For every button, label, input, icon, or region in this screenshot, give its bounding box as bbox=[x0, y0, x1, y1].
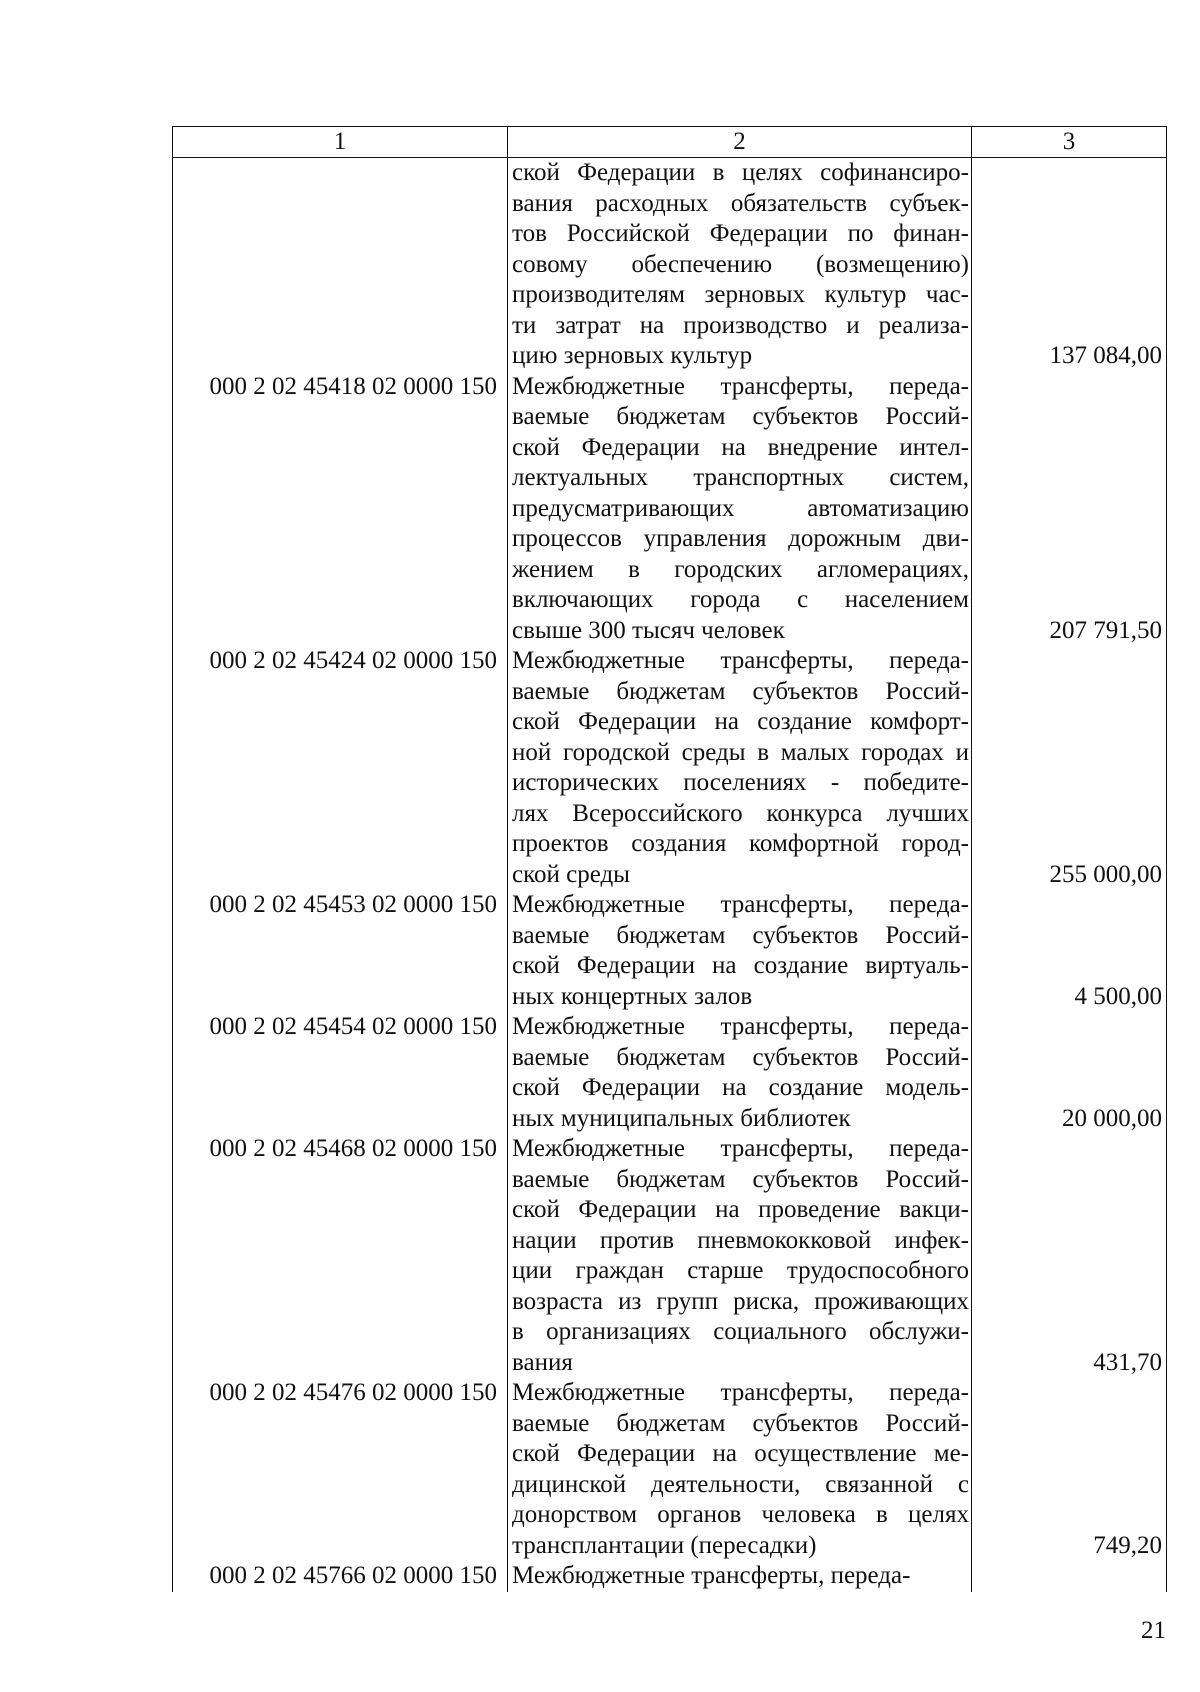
description-line: ской Федерации на создание модель- bbox=[512, 1074, 969, 1101]
description-line: вания расходных обязательств субъек- bbox=[512, 189, 969, 217]
description-line: ной городской среды в малых городах и bbox=[512, 738, 969, 766]
transfer-description bbox=[508, 890, 972, 1012]
description-line: производителям зерновых культур час- bbox=[512, 281, 969, 308]
description-line: предусматривающих автоматизацию bbox=[512, 494, 969, 522]
description-line: в организациях социального обслужи- bbox=[512, 1318, 969, 1345]
description-line: ных концертных залов bbox=[512, 982, 753, 1010]
description-line: нации против пневмококковой инфек- bbox=[512, 1226, 969, 1254]
description-line: ваемые бюджетам субъектов Россий- bbox=[512, 677, 969, 705]
transfer-description bbox=[508, 1561, 972, 1592]
description-line: Межбюджетные трансферты, переда- bbox=[512, 647, 969, 674]
table-row bbox=[173, 1012, 1167, 1134]
table-row bbox=[173, 1378, 1167, 1561]
transfer-description bbox=[508, 372, 972, 647]
description-line: дицинской деятельности, связанной с bbox=[512, 1470, 969, 1498]
description-line: тов Российской Федерации по финан- bbox=[512, 220, 969, 247]
description-line: ти затрат на производство и реализа- bbox=[512, 311, 969, 339]
description-line: процессов управления дорожным дви- bbox=[512, 525, 969, 552]
description-line: Межбюджетные трансферты, переда- bbox=[512, 891, 969, 918]
description-line: ваемые бюджетам субъектов Россий- bbox=[512, 1409, 969, 1437]
description-line: Межбюджетные трансферты, переда- bbox=[512, 1562, 911, 1589]
table-row bbox=[173, 1561, 1167, 1592]
description-line: ской Федерации на внедрение интел- bbox=[512, 433, 969, 461]
transfer-description bbox=[508, 1012, 972, 1134]
table-row bbox=[173, 158, 1167, 372]
budget-classification-code: 000 2 02 45424 02 0000 150 bbox=[173, 646, 508, 890]
transfer-description bbox=[508, 1378, 972, 1561]
description-line: ных муниципальных библиотек bbox=[512, 1104, 851, 1132]
column-header-amount: 3 bbox=[972, 127, 1167, 158]
transfer-description bbox=[508, 1134, 972, 1378]
description-line: свыше 300 тысяч человек bbox=[512, 616, 785, 644]
description-line: цию зерновых культур bbox=[512, 342, 753, 369]
description-line: ции граждан старше трудоспособного bbox=[512, 1257, 969, 1284]
amount-value: 431,70 bbox=[972, 1134, 1167, 1378]
amount-value: 207 791,50 bbox=[972, 372, 1167, 647]
amount-value: 255 000,00 bbox=[972, 646, 1167, 890]
description-line: ской среды bbox=[512, 860, 630, 888]
description-line: исторических поселениях - победите- bbox=[512, 769, 969, 796]
description-line: Межбюджетные трансферты, переда- bbox=[512, 1013, 969, 1040]
description-line: Межбюджетные трансферты, переда- bbox=[512, 1135, 969, 1162]
description-line: ской Федерации на создание комфорт- bbox=[512, 708, 969, 735]
description-line: жением в городских агломерациях, bbox=[512, 555, 969, 583]
table-body bbox=[173, 158, 1167, 1592]
description-line: совому обеспечению (возмещению) bbox=[512, 250, 969, 278]
budget-classification-code: 000 2 02 45418 02 0000 150 bbox=[173, 372, 508, 647]
budget-classification-code bbox=[173, 158, 508, 372]
table-row bbox=[173, 372, 1167, 647]
description-line: возраста из групп риска, проживающих bbox=[512, 1287, 969, 1315]
table-row bbox=[173, 1134, 1167, 1378]
column-header-code: 1 bbox=[173, 127, 508, 158]
description-line: Межбюджетные трансферты, переда- bbox=[512, 372, 969, 400]
table-row bbox=[173, 646, 1167, 890]
description-line: вания bbox=[512, 1348, 573, 1376]
amount-value bbox=[972, 1561, 1167, 1592]
budget-classification-code: 000 2 02 45766 02 0000 150 bbox=[173, 1561, 508, 1592]
description-line: лях Всероссийского конкурса лучших bbox=[512, 799, 969, 827]
description-line: ской Федерации на создание виртуаль- bbox=[512, 952, 969, 979]
description-line: ваемые бюджетам субъектов Россий- bbox=[512, 403, 969, 430]
description-line: донорством органов человека в целях bbox=[512, 1501, 969, 1528]
description-line: проектов создания комфортной город- bbox=[512, 830, 969, 857]
transfer-description bbox=[508, 646, 972, 890]
page-number: 21 bbox=[1141, 1617, 1166, 1644]
budget-classification-code: 000 2 02 45476 02 0000 150 bbox=[173, 1378, 508, 1561]
description-line: Межбюджетные трансферты, переда- bbox=[512, 1379, 969, 1406]
description-line: ваемые бюджетам субъектов Россий- bbox=[512, 1165, 969, 1193]
description-line: ской Федерации на проведение вакци- bbox=[512, 1196, 969, 1223]
table-row bbox=[173, 890, 1167, 1012]
description-line: трансплантации (пересадки) bbox=[512, 1531, 817, 1559]
amount-value: 20 000,00 bbox=[972, 1012, 1167, 1134]
budget-classification-code: 000 2 02 45454 02 0000 150 bbox=[173, 1012, 508, 1134]
budget-classification-code: 000 2 02 45453 02 0000 150 bbox=[173, 890, 508, 1012]
description-line: ской Федерации в целях софинансиро- bbox=[512, 159, 969, 186]
amount-value: 749,20 bbox=[972, 1378, 1167, 1561]
description-line: включающих города с населением bbox=[512, 586, 969, 613]
column-header-description: 2 bbox=[508, 127, 972, 158]
description-line: ваемые бюджетам субъектов Россий- bbox=[512, 1043, 969, 1071]
description-line: ваемые бюджетам субъектов Россий- bbox=[512, 921, 969, 949]
transfer-description bbox=[508, 158, 972, 372]
budget-table bbox=[172, 126, 1167, 1592]
table-header-row bbox=[173, 127, 1167, 158]
description-line: лектуальных транспортных систем, bbox=[512, 464, 969, 491]
amount-value: 4 500,00 bbox=[972, 890, 1167, 1012]
description-line: ской Федерации на осуществление ме- bbox=[512, 1440, 969, 1467]
amount-value: 137 084,00 bbox=[972, 158, 1167, 372]
budget-classification-code: 000 2 02 45468 02 0000 150 bbox=[173, 1134, 508, 1378]
